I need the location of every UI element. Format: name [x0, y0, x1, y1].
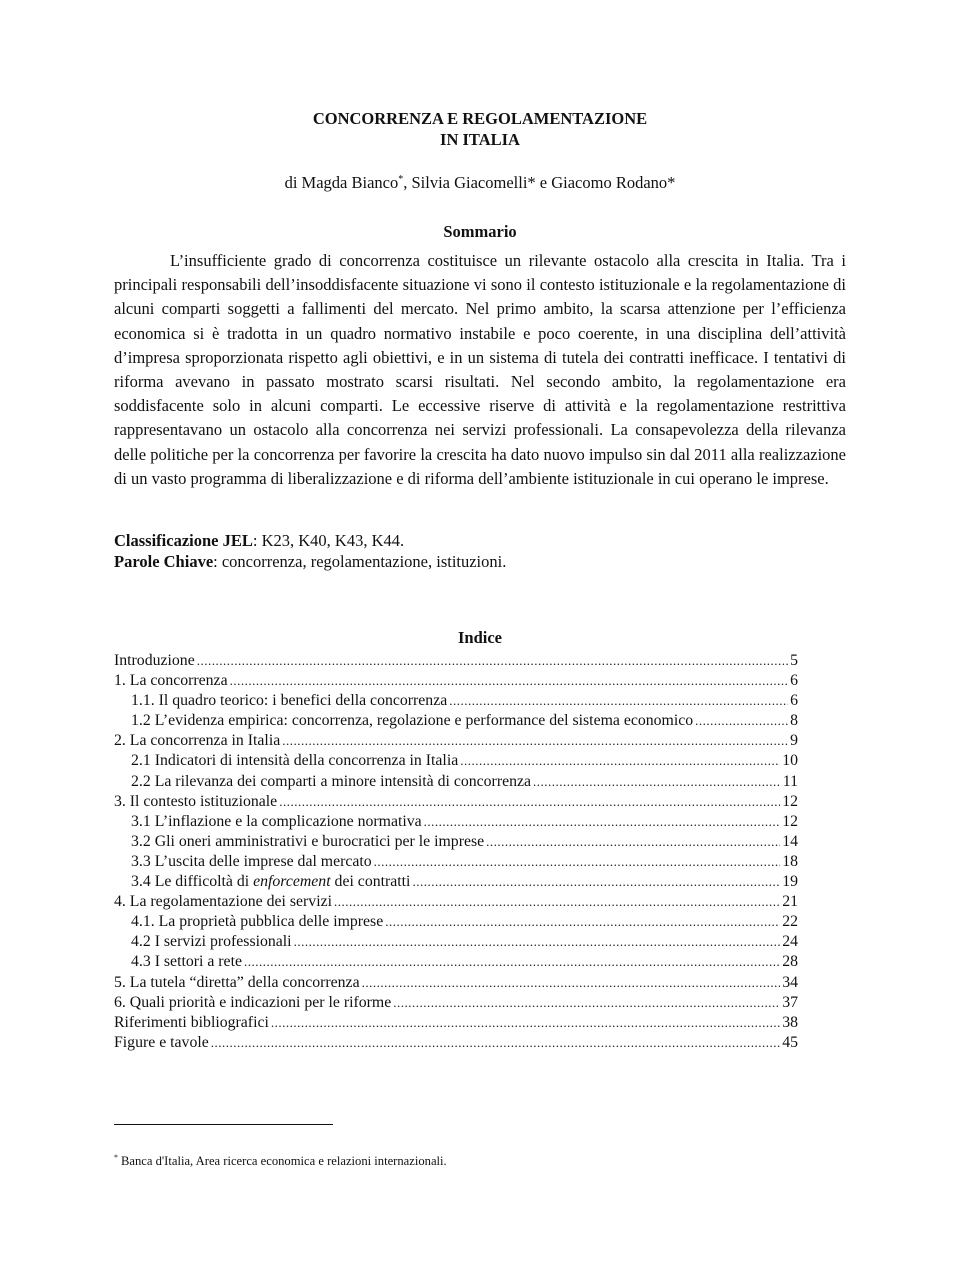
toc-entry-title: 1. La concorrenza	[114, 672, 228, 690]
toc-entry[interactable]	[114, 772, 798, 792]
toc-entry-title: Riferimenti bibliografici	[114, 1013, 269, 1031]
keywords	[114, 551, 846, 572]
abstract-text: L’insufficiente grado di concorrenza costituisce un rilevante ostacolo alla crescita in Italia. Tra i principali responsabili dell’insoddisfacente situazione vi sono il contesto istituzionale e la regolamentazione di alcuni comparti soggetti a fallimenti del mercato. Nel primo ambito, la scarsa attenzione per l’efficienza economica si è tradotta in un quadro normativo instabile e poco coerente, in una disciplina dell’attività d’impresa sproporzionata rispetto agli obiettivi, e in un sistema di tutela dei contratti inefficace. I tentativi di riforma avevano in passato mostrato scarsi risultati. Nel secondo ambito, la regolamentazione era soddisfacente solo in alcuni comparti. Le eccessive riserve di attività e la regolamentazione restrittiva rappresentavano un ostacolo alla concorrenza nei servizi professionali. La consapevolezza della rilevanza delle politiche per la concorrenza per favorire la crescita ha dato nuovo impulso sin dal 2011 alla realizzazione di un vasto programma di liberalizzazione e di riforma dell’ambiente istituzionale in cui operano le imprese.	[114, 251, 846, 488]
toc-entry[interactable]	[114, 832, 798, 852]
toc-page-number: 6	[790, 692, 798, 710]
toc-page-number: 14	[782, 832, 798, 850]
toc-dot-leader	[230, 671, 789, 691]
toc-entry[interactable]	[114, 731, 798, 751]
toc-dot-leader	[374, 852, 781, 872]
toc-title-italic: enforcement	[253, 873, 331, 891]
footnote-text: Banca d'Italia, Area ricerca economica e relazioni internazionali.	[121, 1154, 447, 1168]
toc-page-number: 34	[782, 973, 798, 991]
author-rest: , Silvia Giacomelli* e Giacomo Rodano*	[403, 173, 676, 192]
toc-entry-title: 3.3 L’uscita delle imprese dal mercato	[131, 852, 372, 870]
toc-entry[interactable]	[114, 973, 798, 993]
toc-entry[interactable]	[114, 892, 798, 912]
footnote-marker: *	[398, 174, 404, 185]
toc-dot-leader	[334, 892, 780, 912]
toc-entry[interactable]	[114, 711, 798, 731]
paper-title-line-2: IN ITALIA	[440, 130, 520, 149]
toc-dot-leader	[385, 912, 780, 932]
footnote-mark: *	[114, 1153, 118, 1162]
toc-entry-title: 4.1. La proprietà pubblica delle imprese	[131, 913, 384, 931]
toc-title-part: dei contratti	[330, 873, 411, 891]
toc-page-number: 8	[790, 712, 798, 730]
paper-title	[114, 108, 846, 150]
toc-page-number: 45	[782, 1033, 798, 1051]
toc-dot-leader	[412, 872, 780, 892]
toc-entry-title	[131, 872, 410, 892]
toc-dot-leader	[486, 832, 780, 852]
toc-dot-leader	[460, 751, 780, 771]
toc-page-number: 38	[782, 1013, 798, 1031]
toc-dot-leader	[362, 973, 781, 993]
toc-entry[interactable]	[114, 792, 798, 812]
toc-entry[interactable]	[114, 932, 798, 952]
jel-label: Classificazione JEL	[114, 531, 253, 550]
indice-heading: Indice	[457, 628, 502, 647]
footnote	[114, 1153, 846, 1169]
sommario-heading: Sommario	[443, 222, 517, 241]
toc-entry[interactable]	[114, 691, 798, 711]
toc-entry-title: 1.1. Il quadro teorico: i benefici della concorrenza	[131, 692, 448, 710]
author-line	[114, 172, 846, 194]
toc-entry[interactable]	[114, 751, 798, 771]
toc-page-number: 5	[790, 652, 798, 669]
toc-page-number: 24	[782, 933, 798, 951]
metadata-block	[114, 530, 846, 572]
keywords-value: : concorrenza, regolamentazione, istituzioni.	[213, 552, 507, 571]
toc-entry-title: 2. La concorrenza in Italia	[114, 732, 281, 750]
toc-page-number: 11	[782, 772, 798, 790]
toc-entry-title: 3.1 L’inflazione e la complicazione normativa	[131, 812, 422, 830]
toc-page-number: 18	[782, 852, 798, 870]
toc-entry-title: Introduzione	[114, 652, 195, 669]
toc-entry[interactable]	[114, 1033, 798, 1053]
toc-title-part: 3.4 Le difficoltà di	[131, 873, 254, 891]
toc-page-number: 22	[782, 913, 798, 931]
keywords-label: Parole Chiave	[114, 552, 214, 571]
toc-entry[interactable]	[114, 872, 798, 892]
toc-entry[interactable]	[114, 1013, 798, 1033]
toc-entry[interactable]	[114, 671, 798, 691]
toc-page-number: 12	[782, 792, 798, 810]
toc-dot-leader	[424, 812, 781, 832]
footnote-divider	[114, 1124, 333, 1125]
toc-entry[interactable]	[114, 912, 798, 932]
paper-title-line-1: CONCORRENZA E REGOLAMENTAZIONE	[312, 109, 648, 128]
toc-entry-title: 3. Il contesto istituzionale	[114, 792, 278, 810]
toc-entry-title: 2.2 La rilevanza dei comparti a minore intensità di concorrenza	[131, 772, 532, 790]
toc-entry-title: 1.2 L’evidenza empirica: concorrenza, regolazione e performance del sistema economico	[131, 712, 694, 730]
toc-entry-title: 6. Quali priorità e indicazioni per le riforme	[114, 993, 392, 1011]
toc-entry-title: 3.2 Gli oneri amministrativi e burocratici per le imprese	[131, 832, 485, 850]
jel-value: : K23, K40, K43, K44.	[252, 531, 405, 550]
toc-dot-leader	[533, 772, 781, 792]
toc-entry[interactable]	[114, 993, 798, 1013]
jel-classification	[114, 530, 846, 551]
toc-entry-title: 4.3 I settori a rete	[131, 953, 242, 971]
toc-dot-leader	[449, 691, 788, 711]
toc-dot-leader	[282, 731, 788, 751]
toc-dot-leader	[294, 932, 781, 952]
toc-entry-title: 5. La tutela “diretta” della concorrenza	[114, 973, 360, 991]
toc-entry-title: 4.2 I servizi professionali	[131, 933, 292, 951]
toc-page-number: 6	[790, 672, 798, 690]
toc-entry[interactable]	[114, 852, 798, 872]
toc-page-number: 10	[782, 752, 798, 770]
toc-dot-leader	[695, 711, 788, 731]
toc-dot-leader	[279, 792, 780, 812]
toc-entry[interactable]	[114, 952, 798, 972]
toc-entry[interactable]	[114, 812, 798, 832]
table-of-contents	[114, 651, 798, 1053]
toc-dot-leader	[244, 952, 780, 972]
toc-dot-leader	[211, 1033, 780, 1053]
toc-page-number: 9	[790, 732, 798, 750]
author-prefix: di Magda Bianco	[284, 173, 399, 192]
toc-entry[interactable]	[114, 651, 798, 671]
toc-page-number: 21	[782, 893, 798, 911]
toc-dot-leader	[271, 1013, 780, 1033]
toc-entry-title: Figure e tavole	[114, 1033, 209, 1051]
toc-page-number: 19	[782, 873, 798, 891]
toc-dot-leader	[393, 993, 780, 1013]
toc-entry-title: 4. La regolamentazione dei servizi	[114, 893, 332, 911]
toc-entry-title: 2.1 Indicatori di intensità della concorrenza in Italia	[131, 752, 459, 770]
toc-page-number: 37	[782, 993, 798, 1011]
toc-page-number: 12	[782, 812, 798, 830]
toc-page-number: 28	[782, 953, 798, 971]
toc-dot-leader	[197, 651, 788, 671]
